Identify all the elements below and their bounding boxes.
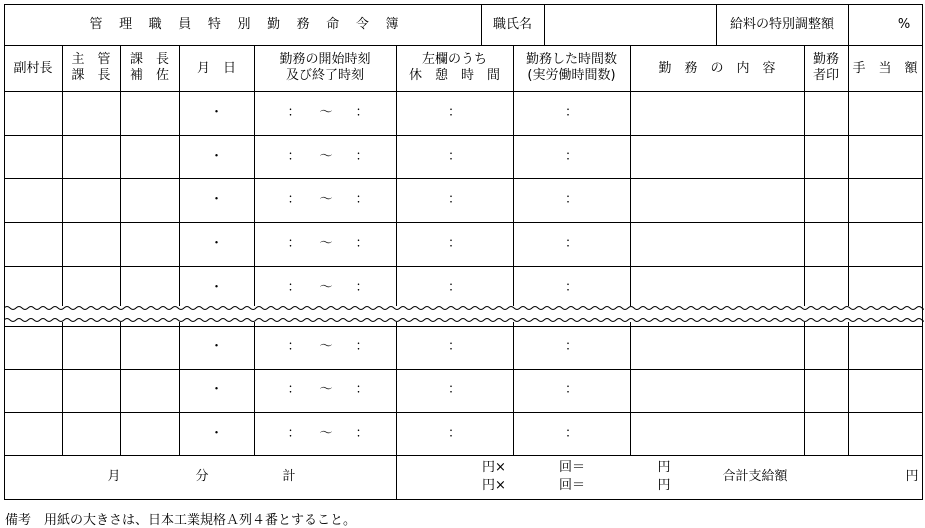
time-colon: ： <box>287 236 301 251</box>
time-colon: ： <box>287 192 301 207</box>
hours-colon: ： <box>564 382 578 397</box>
tilde: ～ <box>319 280 333 295</box>
rest-colon: ： <box>447 149 461 164</box>
tilde: ～ <box>319 149 333 164</box>
col-seal: 者印 <box>812 68 839 83</box>
col-seal: 勤務 <box>812 52 839 67</box>
time-colon: ： <box>287 339 301 354</box>
title-char: 理 <box>119 17 133 32</box>
date-mark: ・ <box>209 236 223 251</box>
col-hours: (実労働時間数) <box>527 68 616 83</box>
col-allowance: 手 当 額 <box>852 61 918 76</box>
title-char: 命 <box>326 17 340 32</box>
minute-label: 分 <box>195 469 209 484</box>
date-mark: ・ <box>209 339 223 354</box>
col-chief: 主 管 <box>71 52 111 67</box>
rest-colon: ： <box>447 280 461 295</box>
col-work-time: 及び終了時刻 <box>285 68 364 83</box>
footnote: 備考 用紙の大きさは、日本工業規格Ａ列４番とすること。 <box>5 513 357 528</box>
tilde: ～ <box>319 339 333 354</box>
hours-colon: ： <box>564 105 578 120</box>
title-char: 簿 <box>385 17 399 32</box>
wave-line <box>4 319 924 322</box>
grand-total-unit: 円 <box>905 469 919 484</box>
tilde: ～ <box>319 382 333 397</box>
title-char: 務 <box>296 17 310 32</box>
rest-colon: ： <box>447 426 461 441</box>
hours-colon: ： <box>564 339 578 354</box>
wave-line <box>4 307 924 310</box>
tilde: ～ <box>319 192 333 207</box>
tilde: ～ <box>319 426 333 441</box>
yen-x: 円× <box>482 478 506 493</box>
title-char: 勤 <box>267 17 281 32</box>
total-label: 計 <box>282 469 296 484</box>
title-char: 管 <box>89 17 103 32</box>
col-vice-mayor: 副村長 <box>13 61 53 76</box>
time-colon: ： <box>287 280 301 295</box>
rest-colon: ： <box>447 382 461 397</box>
time-colon: ： <box>287 426 301 441</box>
hours-colon: ： <box>564 192 578 207</box>
title-char: 別 <box>237 17 251 32</box>
title-char: 令 <box>355 17 369 32</box>
yen: 円 <box>657 460 671 475</box>
date-mark: ・ <box>209 382 223 397</box>
adjust-label: 給料の特別調整額 <box>729 17 834 32</box>
time-colon: ： <box>287 382 301 397</box>
col-content: 勤 務 の 内 容 <box>658 61 776 76</box>
time-colon: ： <box>355 192 369 207</box>
time-colon: ： <box>355 105 369 120</box>
tilde: ～ <box>319 105 333 120</box>
tilde: ～ <box>319 236 333 251</box>
date-mark: ・ <box>209 426 223 441</box>
date-mark: ・ <box>209 149 223 164</box>
form-frame <box>4 4 922 499</box>
yen: 円 <box>657 478 671 493</box>
time-colon: ： <box>355 382 369 397</box>
title-char: 職 <box>148 17 162 32</box>
date-mark: ・ <box>209 105 223 120</box>
adjust-unit: % <box>897 17 911 32</box>
date-mark: ・ <box>209 280 223 295</box>
rest-colon: ： <box>447 192 461 207</box>
time-colon: ： <box>355 426 369 441</box>
time-colon: ： <box>287 149 301 164</box>
grand-total-label: 合計支給額 <box>722 469 788 484</box>
col-assistant: 補 佐 <box>129 68 169 83</box>
rest-colon: ： <box>447 236 461 251</box>
yen-x: 円× <box>482 460 506 475</box>
time-colon: ： <box>355 280 369 295</box>
date-mark: ・ <box>209 192 223 207</box>
month-label: 月 <box>107 469 121 484</box>
hours-colon: ： <box>564 280 578 295</box>
rest-colon: ： <box>447 105 461 120</box>
name-label: 職氏名 <box>492 17 532 32</box>
col-rest: 休 憩 時 間 <box>408 68 500 83</box>
time-colon: ： <box>287 105 301 120</box>
title-char: 員 <box>178 17 192 32</box>
hours-colon: ： <box>564 236 578 251</box>
col-work-time: 勤務の開始時刻 <box>279 52 371 67</box>
hours-colon: ： <box>564 149 578 164</box>
col-hours: 勤務した時間数 <box>525 52 617 67</box>
time-colon: ： <box>355 149 369 164</box>
title-char: 特 <box>207 17 221 32</box>
col-rest: 左欄のうち <box>421 52 487 67</box>
time-colon: ： <box>355 339 369 354</box>
hours-colon: ： <box>564 426 578 441</box>
time-colon: ： <box>355 236 369 251</box>
rest-colon: ： <box>447 339 461 354</box>
col-chief: 課 長 <box>71 68 111 83</box>
times-eq: 回＝ <box>558 478 585 493</box>
times-eq: 回＝ <box>558 460 585 475</box>
col-date: 月 日 <box>196 61 236 76</box>
col-assistant: 課 長 <box>129 52 169 67</box>
